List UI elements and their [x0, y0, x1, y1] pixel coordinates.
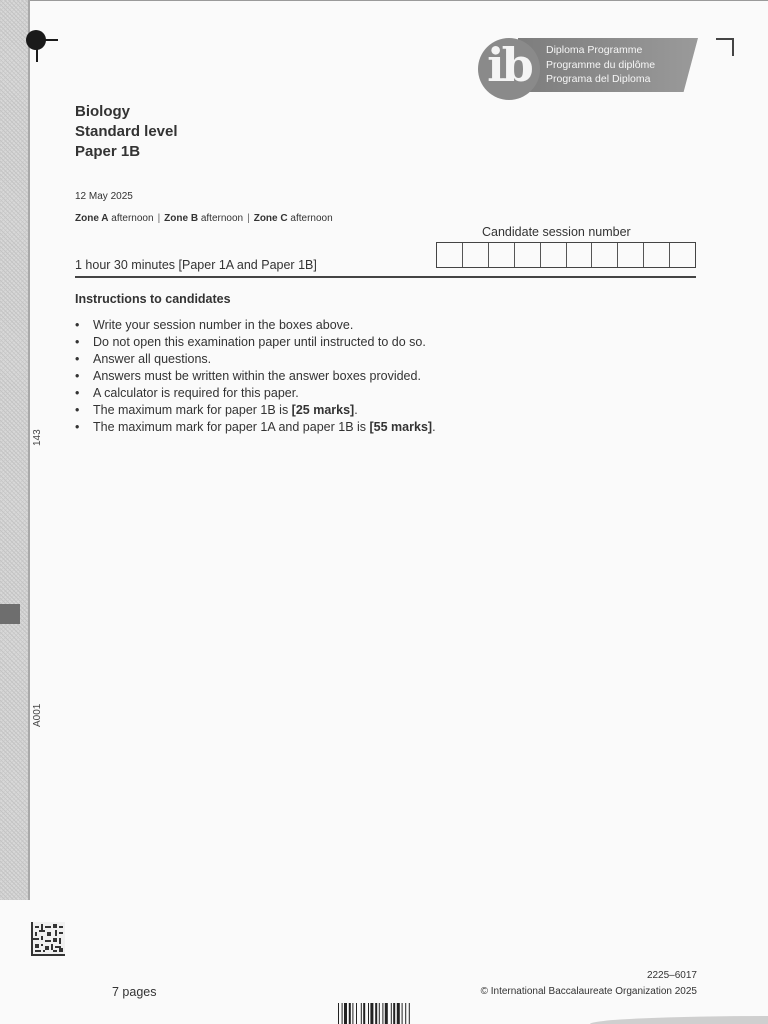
zone-b-label: Zone B	[164, 213, 199, 224]
instruction-item	[75, 402, 436, 419]
instruction-text: The maximum mark for paper 1A and paper 1B is	[93, 420, 370, 434]
zone-b-time: afternoon	[200, 213, 244, 224]
page-edge-shadow	[590, 1016, 768, 1024]
level-title: Standard level	[75, 123, 178, 140]
exam-title	[75, 102, 178, 162]
registration-crosshair-horizontal	[44, 39, 58, 41]
session-digit-box[interactable]	[515, 243, 541, 267]
subject-title: Biology	[75, 103, 130, 120]
instruction-text: Write your session number in the boxes above.	[93, 318, 354, 332]
session-digit-box[interactable]	[644, 243, 670, 267]
instruction-item	[75, 351, 436, 368]
zone-a-time: afternoon	[111, 213, 154, 224]
exam-duration: 1 hour 30 minutes [Paper 1A and Paper 1B]	[75, 258, 317, 272]
instruction-text: A calculator is required for this paper.	[93, 386, 299, 400]
zone-divider: |	[157, 213, 161, 224]
candidate-session-label: Candidate session number	[482, 225, 631, 239]
logo-line-es: Programa del Diploma	[546, 73, 651, 85]
paper-title: Paper 1B	[75, 143, 141, 160]
session-digit-box[interactable]	[670, 243, 695, 267]
instruction-text: The maximum mark for paper 1B is	[93, 403, 292, 417]
copyright-notice: © International Baccalaureate Organization 2025	[480, 986, 697, 997]
registration-crosshair-vertical	[36, 48, 38, 62]
max-marks-1b: [25 marks]	[291, 403, 355, 417]
session-digit-box[interactable]	[567, 243, 593, 267]
session-digit-box[interactable]	[463, 243, 489, 267]
zone-c-label: Zone C	[253, 213, 288, 224]
instruction-text-end: .	[432, 420, 436, 434]
instruction-item	[75, 334, 436, 351]
instruction-text: Do not open this examination paper until instructed to do so.	[93, 335, 426, 349]
barcode-icon	[338, 1003, 434, 1024]
candidate-session-number-boxes[interactable]	[436, 242, 696, 268]
session-digit-box[interactable]	[618, 243, 644, 267]
corner-crop-mark-icon	[716, 38, 734, 56]
session-digit-box[interactable]	[541, 243, 567, 267]
instruction-text-end: .	[354, 403, 358, 417]
instructions-list	[75, 317, 436, 436]
instruction-item	[75, 385, 436, 402]
header-divider	[75, 276, 696, 278]
ib-logo	[478, 38, 700, 100]
exam-date: 12 May 2025	[75, 191, 133, 202]
instruction-text: Answer all questions.	[93, 352, 212, 366]
zone-a-label: Zone A	[75, 213, 109, 224]
instruction-text: Answers must be written within the answer boxes provided.	[93, 369, 421, 383]
strip-marker-block	[0, 604, 20, 624]
session-digit-box[interactable]	[489, 243, 515, 267]
page-count: 7 pages	[112, 985, 157, 999]
zone-c-time: afternoon	[290, 213, 333, 224]
zone-divider: |	[247, 213, 250, 224]
logo-line-en: Diploma Programme	[546, 44, 643, 56]
instruction-item	[75, 317, 436, 334]
registration-dot-icon	[26, 30, 46, 50]
logo-line-fr: Programme du diplôme	[546, 58, 656, 71]
page-top-edge	[0, 0, 768, 1]
instruction-item	[75, 368, 436, 385]
instruction-item	[75, 419, 436, 436]
margin-code-bottom: A001	[32, 703, 43, 727]
ib-logo-text	[546, 43, 655, 87]
max-marks-total: [55 marks]	[369, 420, 433, 434]
session-digit-box[interactable]	[437, 243, 463, 267]
margin-code-top: 143	[32, 429, 43, 446]
zone-times	[75, 213, 333, 224]
paper-reference-code: 2225–6017	[646, 970, 697, 981]
ib-logo-mark: ib	[478, 38, 540, 100]
instructions-heading: Instructions to candidates	[75, 292, 231, 306]
qr-code-icon	[31, 922, 65, 956]
session-digit-box[interactable]	[592, 243, 618, 267]
scan-binding-strip	[0, 0, 30, 900]
